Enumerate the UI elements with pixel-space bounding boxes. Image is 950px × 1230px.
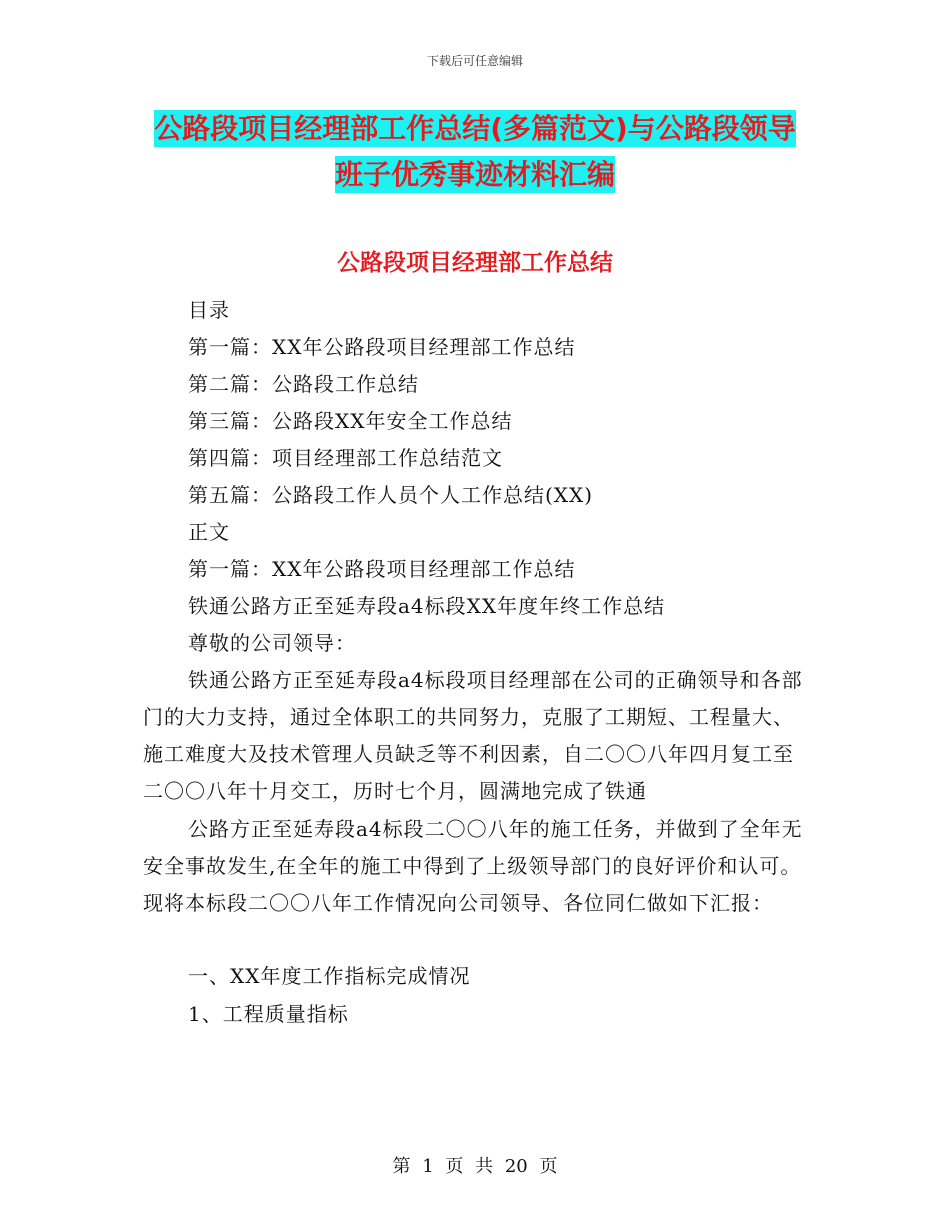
- body-label: 正文: [188, 520, 230, 544]
- toc-item: 第五篇：公路段工作人员个人工作总结(XX): [188, 483, 594, 507]
- chapter-title: 第一篇：XX年公路段项目经理部工作总结: [188, 557, 576, 581]
- toc-block: [188, 292, 808, 662]
- toc-label: 目录: [188, 298, 230, 322]
- toc-item: 第二篇：公路段工作总结: [188, 372, 419, 396]
- heading-2: 1、工程质量指标: [188, 1002, 349, 1026]
- paragraph-1: 铁通公路方正至延寿段a4标段项目经理部在公司的正确领导和各部门的大力支持，通过全体职工的共同努力，克服了工期短、工程量大、施工难度大及技术管理人员缺乏等不利因素，自二〇〇八年四月复工至二〇〇八年十月交工，历时七个月，圆满地完成了铁通: [143, 668, 803, 803]
- section-title: 公路段项目经理部工作总结: [337, 250, 613, 276]
- salutation: 尊敬的公司领导：: [188, 631, 356, 655]
- main-title-line1: 公路段项目经理部工作总结(多篇范文)与公路段领导: [154, 112, 796, 145]
- main-title: [60, 106, 890, 198]
- toc-item: 第四篇：项目经理部工作总结范文: [188, 446, 503, 470]
- main-title-line2: 班子优秀事迹材料汇编: [334, 158, 615, 191]
- toc-item: 第一篇：XX年公路段项目经理部工作总结: [188, 335, 576, 359]
- toc-item: 第三篇：公路段XX年安全工作总结: [188, 409, 513, 433]
- paragraph-2: 公路方正至延寿段a4标段二〇〇八年的施工任务，并做到了全年无安全事故发生,在全年的施工中得到了上级领导部门的良好评价和认可。现将本标段二〇〇八年工作情况向公司领导、各位同仁做如下汇报：: [143, 817, 803, 915]
- report-title: 铁通公路方正至延寿段a4标段XX年度年终工作总结: [188, 594, 666, 618]
- page-footer: 第 1 页 共 20 页: [392, 1156, 558, 1177]
- heading-1: 一、XX年度工作指标完成情况: [188, 964, 471, 988]
- header-note: 下载后可任意编辑: [426, 54, 523, 68]
